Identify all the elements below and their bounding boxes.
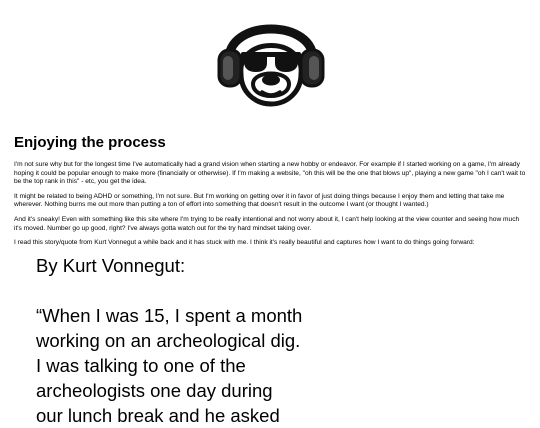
post-paragraph: I read this story/quote from Kurt Vonnegut a while back and it has stuck with me. I think it's really beautiful and captures how I want to do things going forward: xyxy=(14,239,475,247)
post-title: Enjoying the process xyxy=(14,134,166,151)
quote-line: “When I was 15, I spent a month xyxy=(36,305,303,326)
quote-line: I was talking to one of the xyxy=(36,355,246,376)
quote-block xyxy=(36,253,336,428)
quote-line: archeologists one day during xyxy=(36,380,273,401)
post-paragraph: I'm not sure why but for the longest time I've automatically had a grand vision when starting a new hobby or endeavor. For example if I started working on a game, I'm already hoping it could be popular enough to make more (financially or otherwise). If I'm making a website, "oh this will be the one that blows up", playing a new game "oh I can't wait to be the top rank in this" - etc, you get the idea. xyxy=(14,161,526,186)
blog-post xyxy=(14,134,526,254)
quote-line: our lunch break and he asked xyxy=(36,405,280,426)
quote-heading: By Kurt Vonnegut: xyxy=(36,255,186,276)
quote-line: working on an archeological dig. xyxy=(36,330,301,351)
post-paragraph: It might be related to being ADHD or something, I'm not sure. But I'm working on getting over it in favor of just doing things because I enjoy them and letting that take me wherever. Nothing burns me out more than putting a ton of effort into something that doesn't result in the outcome I want (or thought I wanted.) xyxy=(14,192,505,209)
post-paragraph: And it's sneaky! Even with something like this site where I'm trying to be really intentional and not worry about it, I can't help looking at the view counter and seeing how much it's moved. Number go up good, right? I've always gotta watch out for the try hard mindset taking over. xyxy=(14,215,520,232)
logo-dog-headphones-icon xyxy=(215,4,327,112)
